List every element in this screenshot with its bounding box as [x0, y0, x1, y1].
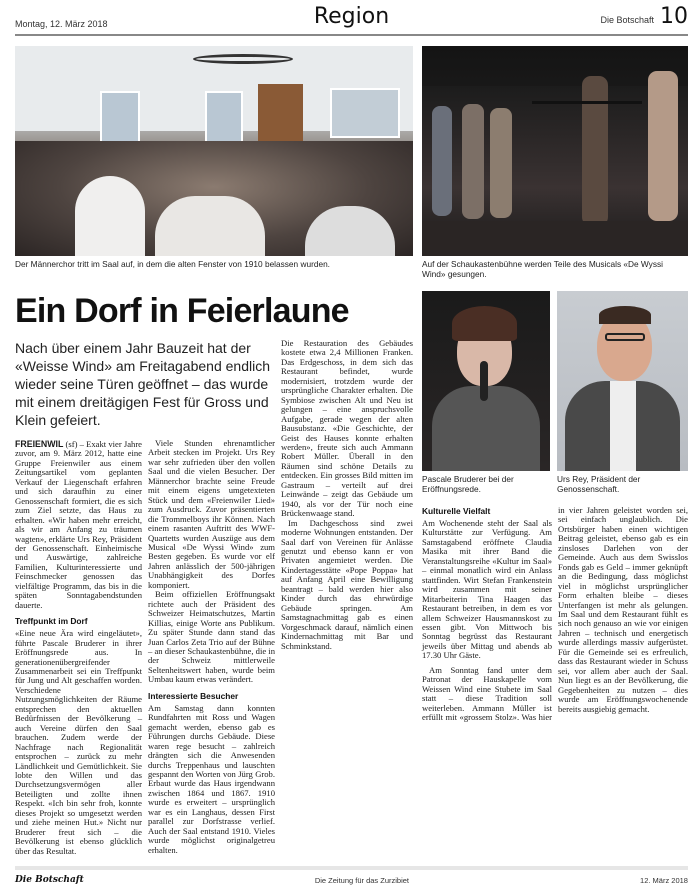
paper-name: Die Botschaft — [600, 15, 654, 25]
subheading-kultur: Kulturelle Vielfalt — [422, 506, 491, 516]
page-number: 10 — [660, 4, 688, 29]
paragraph: Am Samstag dann konnten Rundfahrten mit Ross und Wagen gemacht werden, ebenso gab es Führungen durchs Gebäude. Diese waren rege besucht – zahlreich drängten sich die Anwesenden durchs Treppenhaus und lauschten gespannt den Worten von Jürg Grob. Erbaut wurde das Haus irgendwann zwischen 1864 und 1867. 1910 wurde es erweitert – ursprünglich war es ein Langhaus, dessen First parallel zur Dorfstrasse verlief. Auch der Saal entstand 1910. Vieles wurde möglichst originalgetreu erhalten. — [148, 702, 275, 855]
dateline: FREIENWIL — [15, 439, 64, 449]
paragraph: Die Restauration des Gebäudes kostete etwa 2,4 Millionen Franken. Das Erdgeschoss, in dem sich das Restaurant befindet, wurde modernisiert, trotzdem wurde der ursprüngliche Charakter erhalten. Die Symbiose zwischen Alt und Neu ist gelungen – eine anspruchsvolle Aufgabe, gerade wegen der alten Bausubstanz. «Die Geschichte, der Geist des Hauses konnte erhalten werden», freute sich auch Ammann Robert Müller. Überall in den Räumen sind schöne Details zu entdecken. Ein grosses Bild mitten im Gastraum – verteilt auf drei Leinwände – zeigt das Gebäude um 1940, als vor der Tür noch eine Brückenwaage stand. — [281, 338, 413, 519]
article-body-col3 — [281, 339, 413, 856]
photo-stage-musical — [422, 46, 688, 256]
subheading-besucher: Interessierte Besucher — [148, 690, 239, 701]
paragraph: Am Wochenende steht der Saal als Kulturstätte zur Verfügung. Am Samstagabend eröffnete Claudia Masika mit ihrer Band die Veranstaltungsreihe «Kultur im Saal» – einmal monatlich wird ein Anlass stattfinden. Wirt Stefan Frankenstein wird zusammen mit seiner Mitarbeiterin Tina Haagen das Restaurant betreiben, in dem es vor allem Schweizer Hausmannskost zu essen gibt. Von Mittwoch bis Sonntag begrüsst das Restaurant jeweils über Mittag und abends ab 17.30 Uhr Gäste. — [422, 518, 552, 661]
paragraph: Beim offiziellen Eröffnungsakt richtete auch der Präsident des Schweizer Heimatschutzes, Martin Killias, einige Worte ans Publikum. Zu später Stunde dann stand das Juan Carlos Zeta Trio auf der Bühne – an dieser Schaukastenbühne, die in der Schweiz mittlerweile Seltenheitswert haben, wurde beim Umbau kaum etwas verändert. — [148, 589, 275, 685]
portrait-photos — [422, 291, 688, 494]
lead-paragraph: Nach über einem Jahr Bauzeit hat der «Weisse Wind» am Freitagabend endlich wieder seine Türen geöffnet – das wurde mit einem dreitägigen Fest für Gross und Klein gefeiert. — [15, 340, 270, 428]
header-right — [488, 4, 688, 29]
photo-pascale-bruderer — [422, 291, 550, 471]
article — [15, 291, 688, 856]
caption-choir: Der Männerchor tritt im Saal auf, in dem die alten Fenster von 1910 belassen wurden. — [15, 259, 330, 269]
footer-date: 12. März 2018 — [640, 875, 688, 885]
subheading-treffpunkt: Treffpunkt im Dorf — [15, 616, 88, 627]
caption-rey: Urs Rey, Präsident der Genossenschaft. — [557, 474, 641, 494]
paragraph: Viele Stunden ehrenamtlicher Arbeit stecken im Projekt. Urs Rey war sehr zufrieden über den vollen Saal und die vielen Besucher. Der Männerchor brachte seine Freude mit einem eigens umgetexteten Stück und dem «Freienwiler Lied» zum Ausdruck. Zuvor präsentierten die Trommelboys ihr Können. Nach einem rasanten Auftritt des WWF-Quartetts wurden Auszüge aus dem Musical «De Wyssi Wind» zum Besten gegeben. Es wurde vor elf Jahren anlässlich der 500-jährigen Unabhängigkeit des Dorfes komponiert. — [148, 438, 275, 590]
footer-logo: Die Botschaft — [15, 875, 84, 886]
choir-figure — [15, 46, 413, 279]
paragraph: Am Sonntag fand unter dem Patronat der Hauskapelle vom Weissen Wind eine Stubete im Saal statt – diese Tradition soll weiterleben. Ammann Müller ist erfüllt mit «grossem Stolz». Was hier in vier Jahren geleistet worden sei, sei einfach unglaublich. Die Ortsbürger haben einen wichtigen Beitrag geleistet, ebenso gab es ein zinsloses Darlehen von der Gemeinde. Auch aus dem Swisslos Fonds gab es Geld – immer geknüpft an die Bedingung, dass möglichst viel in möglichst ursprünglicher Form erhalten bleibe – dieses Unterfangen ist mehr als gelungen. Im Saal und dem Restaurant fühlt es sich noch genauso an wie vor einigen Jahren – technisch und energetisch wurde allerdings massiv aufgerüstet. Für die Gemeinde sei es erfreulich, dass das Restaurant wieder in Schuss sei, vor allem aber auch der Saal. Nun liegt es an der Bevölkerung, die Gegebenheiten zu nutzen – dies wurde am Eröffnungswochenende bereits ausgiebig gemacht. — [422, 505, 688, 723]
rey-figure — [557, 291, 688, 494]
page-footer — [15, 866, 688, 885]
caption-bruderer: Pascale Bruderer bei der Eröffnungsrede. — [422, 474, 514, 494]
article-left-row — [15, 339, 413, 856]
photo-mens-choir — [15, 46, 413, 256]
paragraph: (sf) – Exakt vier Jahre zuvor, am 9. März 2012, hatte eine Gruppe Freienwiler aus einem Zeitungsartikel vom geplanten Verkauf der Liegenschaft erfahren und sich daraufhin zu einer Genossenschaft formiert, die es sich zum Ziel setzte, das Haus zu erhalten. «Wir haben mehr erreicht, als wir am Anfang zu träumen wagten», erklärte Urs Rey, Präsident der Genossenschaft. Einheimische und Auswärtige, zahlreiche Familien, Kulturinteressierte und Feinschmecker genossen das vielfältige Programm, das bis in die späten Sonntagabendstunden dauerte. — [15, 439, 142, 610]
section-title: Region — [313, 4, 390, 29]
paragraph: Im Dachgeschoss sind zwei moderne Wohnungen entstanden. Der Saal darf von Vereinen für Anlässe genutzt und ebenso kann er von Privaten angemietet werden. Die Kindertagesstätte «Pope Poppa» hat auf Anfang April eine Bewilligung beantragt – bald werden hier also Kinder durch das ehrwürdige Gebäude springen. Am Samstagnachmittag gab es einen Vorgeschmack darauf, nämlich einen Kindernachmittag mit Bar und Schminkstand. — [281, 517, 413, 651]
stage-figure — [422, 46, 688, 279]
article-right — [422, 291, 688, 856]
paragraph: «Eine neue Ära wird eingeläutet», führte Pascale Bruderer in ihrer Eröffnungsrede aus. In generationenübergreifender Zusammenarbeit sei ein Treffpunkt für Jung und Alt geschaffen worden. Verschiedene Nutzungsmöglichkeiten der Räume entsprechen den aktuellen Bedürfnissen der Bevölkerung – auch Vereine dürfen den Saal brauchen. Zudem werde der Nachfrage nach Regionalität entsprochen – zurück zu mehr Ländlichkeit und Gemütlichkeit. Sie lobte den Willen und das Durchsetzungsvermögen aller Beteiligten und zollte ihnen Respekt. «Ich bin sehr froh, konnte dieses Projekt so umgesetzt werden und ziehe meinen Hut.» Nicht nur Bruderer freut sich – die Bevölkerung ist ebenso glücklich über das Resultat. — [15, 628, 142, 856]
photo-urs-rey — [557, 291, 688, 471]
caption-stage: Auf der Schaukastenbühne werden Teile des Musicals «De Wyssi Wind» gesungen. — [422, 259, 663, 279]
header-date: Montag, 12. März 2018 — [15, 19, 108, 29]
top-photos — [15, 46, 688, 279]
headline: Ein Dorf in Feierlaune — [15, 292, 349, 330]
article-left-inner — [15, 339, 275, 856]
article-left — [15, 291, 413, 856]
article-body-right — [422, 506, 688, 723]
bruderer-figure — [422, 291, 550, 494]
footer-tagline: Die Zeitung für das Zurzibiet — [314, 875, 410, 885]
article-body-left — [15, 439, 275, 856]
page-header — [15, 0, 688, 36]
